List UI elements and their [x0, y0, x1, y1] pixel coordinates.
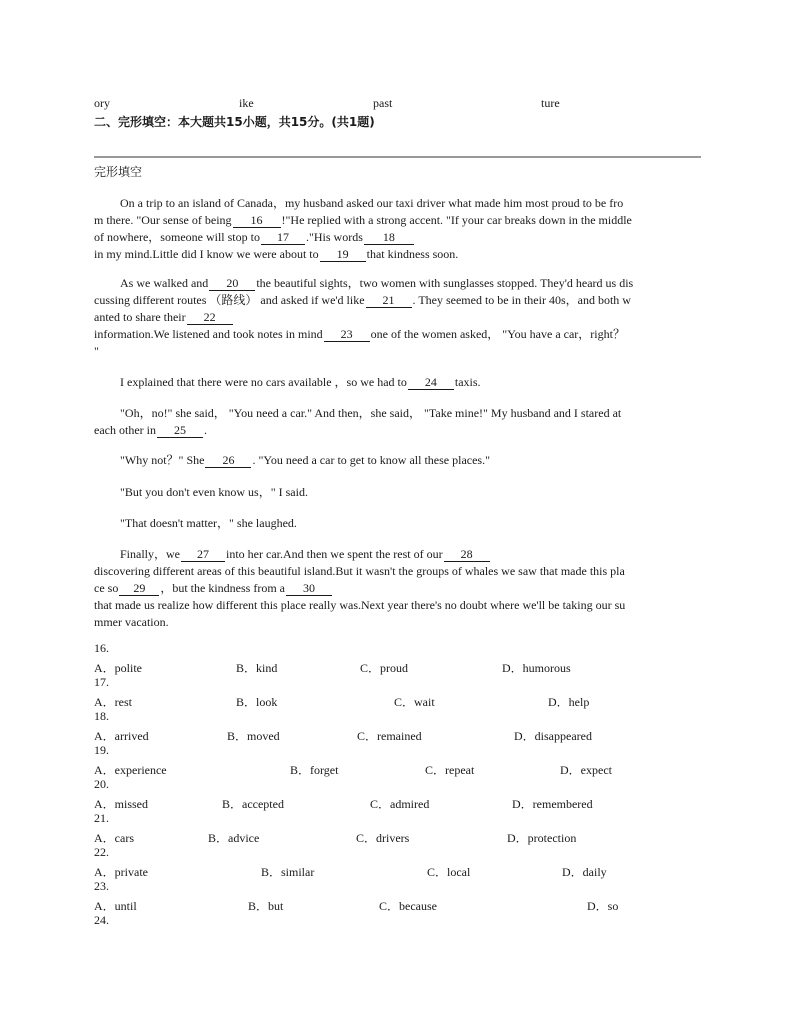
option-c[interactable]: C．repeat: [425, 763, 475, 777]
question-number: 21.: [94, 811, 109, 825]
blank-23[interactable]: 23: [324, 328, 370, 342]
option-d[interactable]: D．humorous: [502, 661, 571, 675]
blank-17[interactable]: 17: [261, 231, 305, 245]
option-b[interactable]: B．forget: [290, 763, 339, 777]
option-a[interactable]: A．experience: [94, 763, 167, 777]
blank-27[interactable]: 27: [181, 548, 225, 562]
option-a[interactable]: A．until: [94, 899, 137, 913]
blank-21[interactable]: 21: [366, 294, 412, 308]
fragment-text: ture: [541, 96, 560, 110]
option-d[interactable]: D．daily: [562, 865, 607, 879]
blank-19[interactable]: 19: [320, 248, 366, 262]
question-number: 20.: [94, 777, 109, 791]
blank-22[interactable]: 22: [187, 311, 233, 325]
option-d[interactable]: D．protection: [507, 831, 577, 845]
blank-25[interactable]: 25: [157, 424, 203, 438]
blank-26[interactable]: 26: [205, 454, 251, 468]
passage-paragraph: "That doesn't matter，" she laughed.: [120, 516, 297, 530]
passage-paragraph: As we walked and 20 the beautiful sights，two women with sunglasses stopped. They'd heard us dis cussing different routes （路线） and asked if we'd like 21 . They seemed to be in their 40s，and both w anted to share their 22 information.We listened and took notes in mind 23 one of the women asked， "You have a car，right？ ": [94, 276, 634, 358]
option-a[interactable]: A．cars: [94, 831, 134, 845]
blank-18[interactable]: 18: [364, 231, 414, 245]
option-c[interactable]: C．drivers: [356, 831, 410, 845]
passage-paragraph: On a trip to an island of Canada，my husband asked our taxi driver what made him most proud to be fro m there. "Our sense of being 16 !"He replied with a strong accent. "If your car breaks down in the middle of nowhere，someone will stop to 17 ."His words 18 in my mind.Little did I know we were about to 19 that kindness soon.: [94, 196, 632, 261]
option-c[interactable]: C．remained: [357, 729, 422, 743]
cloze-title: 完形填空: [94, 165, 143, 179]
option-d[interactable]: D．expect: [560, 763, 612, 777]
question-number: 23.: [94, 879, 109, 893]
option-a[interactable]: A．missed: [94, 797, 149, 811]
passage-paragraph: "Oh，no!" she said， "You need a car." And then，she said， "Take mine!" My husband and I stared at each other in 25 .: [94, 406, 622, 437]
option-d[interactable]: D．help: [548, 695, 590, 709]
option-a[interactable]: A．rest: [94, 695, 132, 709]
fragment-text: past: [373, 96, 393, 110]
question-number: 24.: [94, 913, 109, 927]
option-b[interactable]: B．advice: [208, 831, 260, 845]
question-number: 18.: [94, 709, 109, 723]
option-b[interactable]: B．kind: [236, 661, 278, 675]
blank-30[interactable]: 30: [286, 582, 332, 596]
divider: [94, 156, 701, 158]
option-b[interactable]: B．accepted: [222, 797, 284, 811]
section-heading: 二、完形填空：本大题共15小题，共15分。(共1题): [94, 115, 375, 129]
passage-paragraph: "But you don't even know us，" I said.: [120, 485, 308, 499]
question-number: 19.: [94, 743, 109, 757]
question-number: 16.: [94, 641, 109, 655]
option-b[interactable]: B．moved: [227, 729, 280, 743]
question-number: 17.: [94, 675, 109, 689]
option-b[interactable]: B．but: [248, 899, 284, 913]
option-d[interactable]: D．so: [587, 899, 619, 913]
passage-paragraph: I explained that there were no cars available ，so we had to 24 taxis.: [120, 375, 481, 389]
blank-28[interactable]: 28: [444, 548, 490, 562]
option-b[interactable]: B．similar: [261, 865, 315, 879]
blank-16[interactable]: 16: [233, 214, 281, 228]
fragment-text: ory: [94, 96, 110, 110]
option-c[interactable]: C．local: [427, 865, 471, 879]
option-d[interactable]: D．remembered: [512, 797, 593, 811]
option-a[interactable]: A．arrived: [94, 729, 149, 743]
blank-20[interactable]: 20: [209, 277, 255, 291]
option-b[interactable]: B．look: [236, 695, 278, 709]
passage-paragraph: Finally，we 27 into her car.And then we spent the rest of our 28 discovering different areas of this beautiful island.But it wasn't the groups of whales we saw that made this pla ce so 29 ，but the kindness from a 30 that made us realize how different this place really was.Next year there's no doubt where we'll be taking our su mmer vacation.: [94, 547, 626, 629]
option-c[interactable]: C．because: [379, 899, 437, 913]
blank-24[interactable]: 24: [408, 376, 454, 390]
option-c[interactable]: C．proud: [360, 661, 409, 675]
option-c[interactable]: C．admired: [370, 797, 430, 811]
option-a[interactable]: A．polite: [94, 661, 142, 675]
option-a[interactable]: A．private: [94, 865, 148, 879]
option-d[interactable]: D．disappeared: [514, 729, 592, 743]
passage-paragraph: "Why not？" She 26 . "You need a car to get to know all these places.": [120, 453, 490, 467]
option-c[interactable]: C．wait: [394, 695, 435, 709]
question-number: 22.: [94, 845, 109, 859]
blank-29[interactable]: 29: [119, 582, 159, 596]
fragment-text: ike: [239, 96, 254, 110]
